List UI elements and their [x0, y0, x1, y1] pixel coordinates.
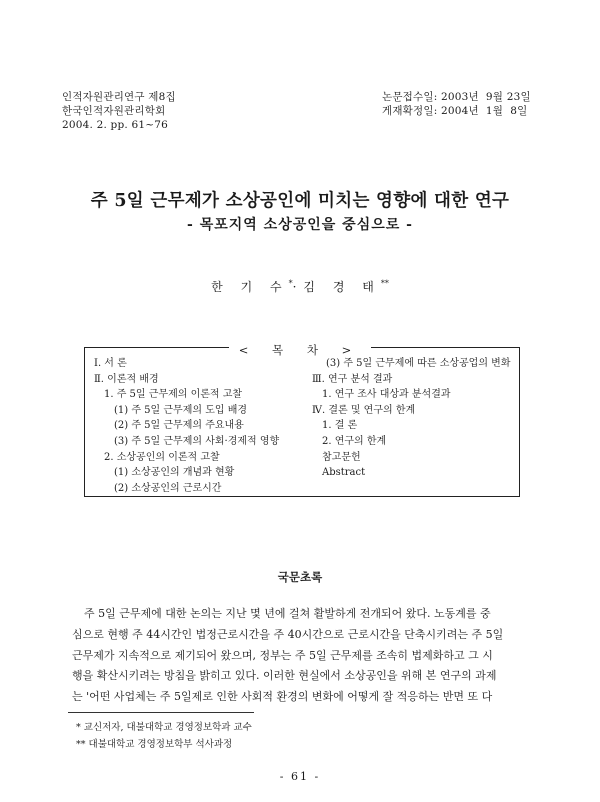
abstract-heading: 국문초록 — [277, 570, 323, 584]
toc-right-column — [312, 356, 511, 481]
toc-item: Ⅰ. 서 론 — [94, 358, 127, 369]
abstract-line: 는 '어떤 사업체는 주 5일제로 인한 사회적 환경의 변화에 어떻게 잘 적응하는 반면 또 다 — [72, 690, 493, 704]
toc-item: Ⅲ. 연구 분석 결과 — [312, 373, 393, 385]
abstract-line: 심으로 현행 주 44시간인 법정근로시간을 주 40시간으로 근로시간을 단축시키려는 주 5일 — [72, 627, 504, 641]
journal-line: 인적자원관리연구 제8집 — [62, 91, 176, 103]
abstract-body — [72, 604, 524, 708]
abstract-line: 주 5일 근무제에 대한 논의는 지난 몇 년에 걸쳐 활발하게 전개되어 왔다. 노동계를 중 — [84, 607, 491, 620]
paper-subtitle: - 목포지역 소상공인을 중심으로 - — [187, 217, 413, 233]
date-line: 논문접수일: 2003년 9월 23일 — [382, 91, 531, 103]
journal-info — [62, 90, 176, 132]
toc-item: (1) 소상공인의 개념과 현황 — [114, 467, 235, 479]
toc-item: Ⅳ. 결론 및 연구의 한계 — [312, 404, 416, 416]
journal-line: 2004. 2. pp. 61~76 — [62, 119, 168, 131]
author-separator: · — [292, 280, 304, 294]
page-number: - 61 - — [279, 770, 321, 783]
toc-item: 2. 소상공인의 이론적 고찰 — [104, 451, 220, 463]
author-mark: ** — [380, 279, 389, 288]
toc-item: 2. 연구의 한계 — [322, 435, 387, 447]
toc-left-column — [94, 356, 279, 496]
footnote: ** 대불대학교 경영정보학부 석사과정 — [76, 739, 233, 750]
submission-dates — [382, 90, 531, 118]
abstract-line: 행을 확산시키려는 방침을 밝히고 있다. 이러한 현실에서 소상공인을 위해 본 연구의 과제 — [72, 669, 497, 683]
footnotes — [76, 719, 252, 753]
toc-item: (2) 주 5일 근무제의 주요내용 — [114, 420, 244, 432]
toc-item: Abstract — [322, 467, 366, 479]
toc-item: (3) 주 5일 근무제에 따른 소상공업의 변화 — [326, 358, 511, 369]
toc-heading-label: < 목 차 > — [229, 343, 371, 357]
journal-line: 한국인적자원관리학회 — [62, 105, 166, 117]
toc-item: 1. 연구 조사 대상과 분석결과 — [322, 389, 451, 401]
footnote-divider — [68, 712, 254, 713]
toc-item: (2) 소상공인의 근로시간 — [114, 482, 222, 494]
toc-item: (1) 주 5일 근무제의 도입 배경 — [114, 404, 248, 416]
abstract-line: 근무제가 지속적으로 제기되어 왔으며, 정부는 주 5일 근무제를 조속히 법제화하고 그 시 — [72, 648, 493, 662]
toc-item: 1. 주 5일 근무제의 이론적 고찰 — [104, 389, 243, 401]
author-mark: * — [288, 279, 293, 288]
date-line: 게재확정일: 2004년 1월 8일 — [382, 105, 528, 117]
toc-item: (3) 주 5일 근무제의 사회·경제적 영향 — [114, 435, 280, 447]
author-name: 한 기 수 — [211, 280, 289, 294]
toc-item: Ⅱ. 이론적 배경 — [94, 373, 159, 385]
paper-title: 주 5일 근무제가 소상공인에 미치는 영향에 대한 연구 — [90, 191, 510, 211]
authors — [0, 278, 600, 295]
footnote: * 교신저자, 대불대학교 경영정보학과 교수 — [76, 722, 252, 733]
author-name: 김 경 태 — [303, 280, 381, 294]
toc-item: 1. 결 론 — [322, 420, 358, 432]
toc-item: 참고문헌 — [322, 451, 361, 463]
